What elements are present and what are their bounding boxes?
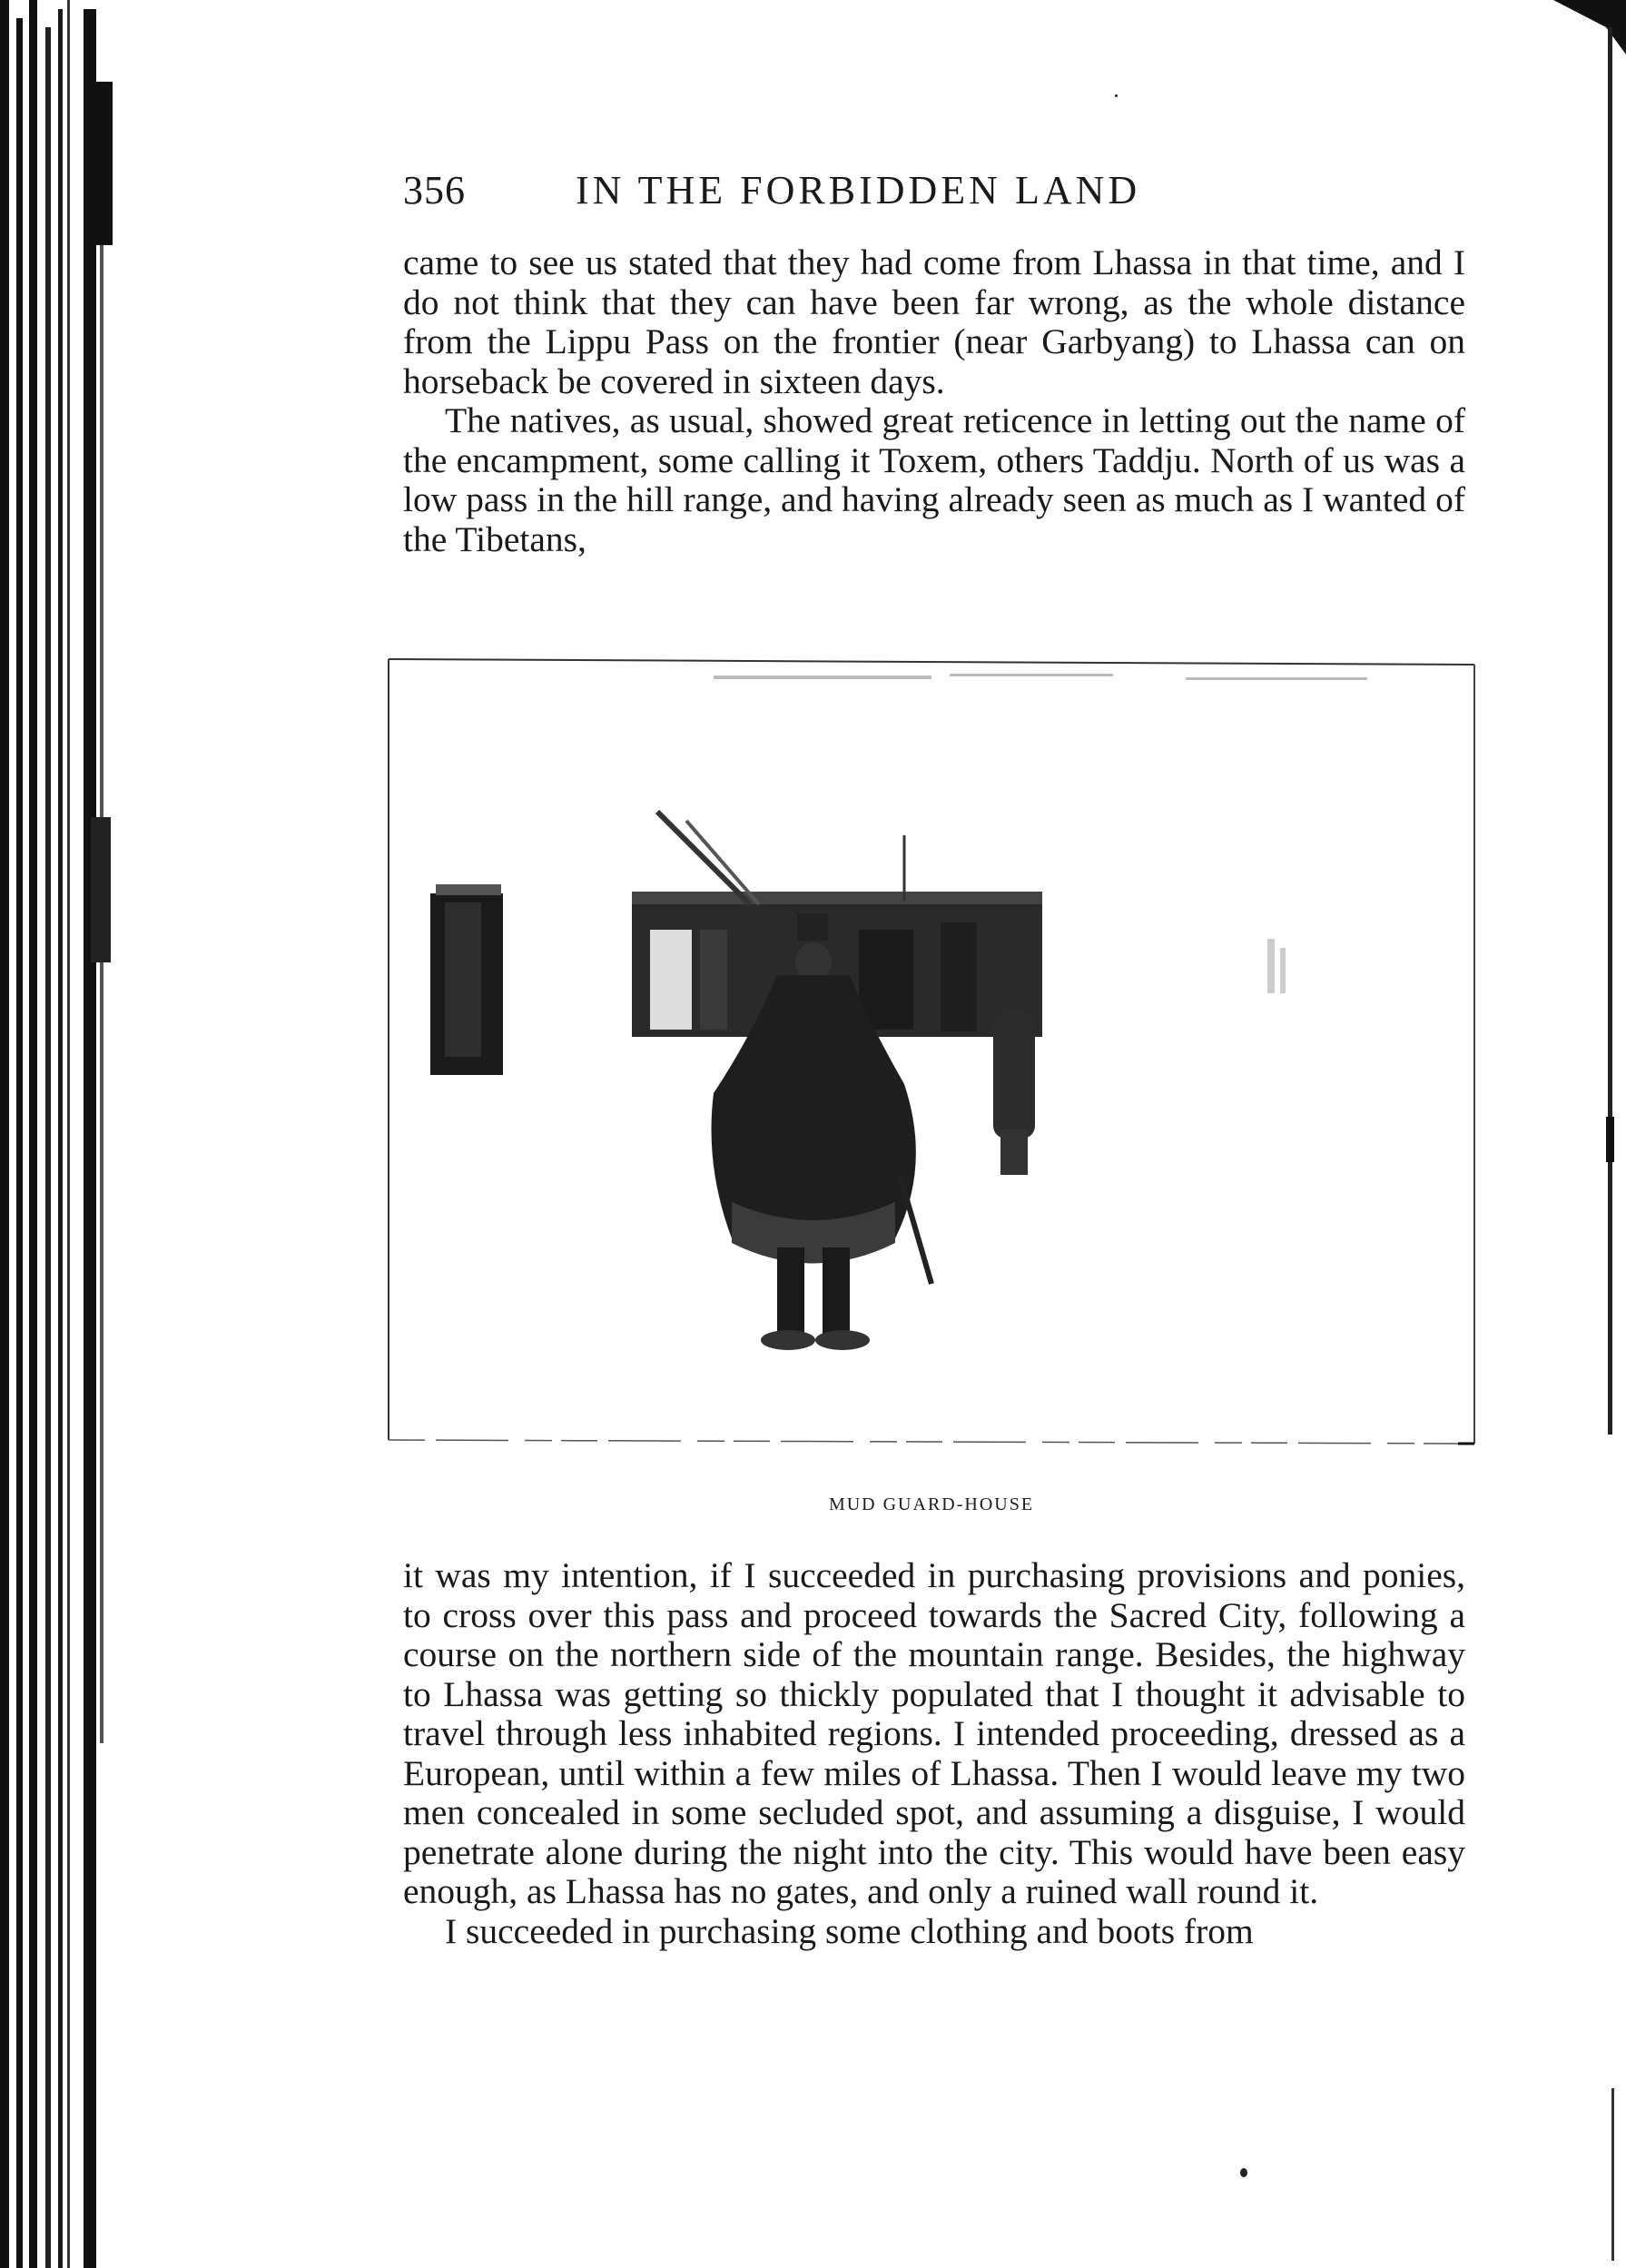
running-head bbox=[403, 167, 1465, 222]
paragraph: The natives, as usual, showed great reticence in letting out the name of the encampment, some calling it Toxem, others Taddju. North of us was a low pass in the hill range, and having already seen as much as I wanted of the Tibetans, bbox=[403, 400, 1465, 559]
bottom-text-block bbox=[403, 1556, 1465, 1951]
page-number: 356 bbox=[403, 168, 466, 212]
page-binding-edge bbox=[0, 0, 118, 2268]
paragraph: I succeeded in purchasing some clothing and boots from bbox=[445, 1910, 1254, 1951]
photograph-mud-guard-house bbox=[387, 657, 1476, 1447]
paragraph: came to see us stated that they had come from Lhassa in that time, and I do not think that they can have been far wrong, as the whole distance from the Lippu Pass on the frontier (near Garbyang) to Lhassa can on horseback be covered in sixteen days. bbox=[403, 242, 1465, 401]
figure-caption: MUD GUARD-HOUSE bbox=[828, 1494, 1035, 1514]
page-right-edge bbox=[1553, 0, 1626, 2268]
guard-house-illustration bbox=[387, 657, 1476, 1447]
ink-speck bbox=[1240, 2168, 1247, 2177]
top-text-block bbox=[403, 243, 1465, 559]
paragraph: it was my intention, if I succeeded in purchasing provisions and ponies, to cross over this pass and proceed towards the Sacred City, following a course on the northern side of the mountain range. Besides, the highway to Lhassa was getting so thickly populated that I thought it advisable to travel through less inhabited regions. I intended proceeding, dressed as a European, until within a few miles of Lhassa. Then I would leave my two men concealed in some secluded spot, and assuming a disguise, I would penetrate alone during the night into the city. This would have been easy enough, as Lhassa has no gates, and only a ruined wall round it. bbox=[403, 1555, 1465, 1911]
book-title: IN THE FORBIDDEN LAND bbox=[576, 168, 1141, 212]
ink-speck bbox=[1115, 94, 1118, 97]
